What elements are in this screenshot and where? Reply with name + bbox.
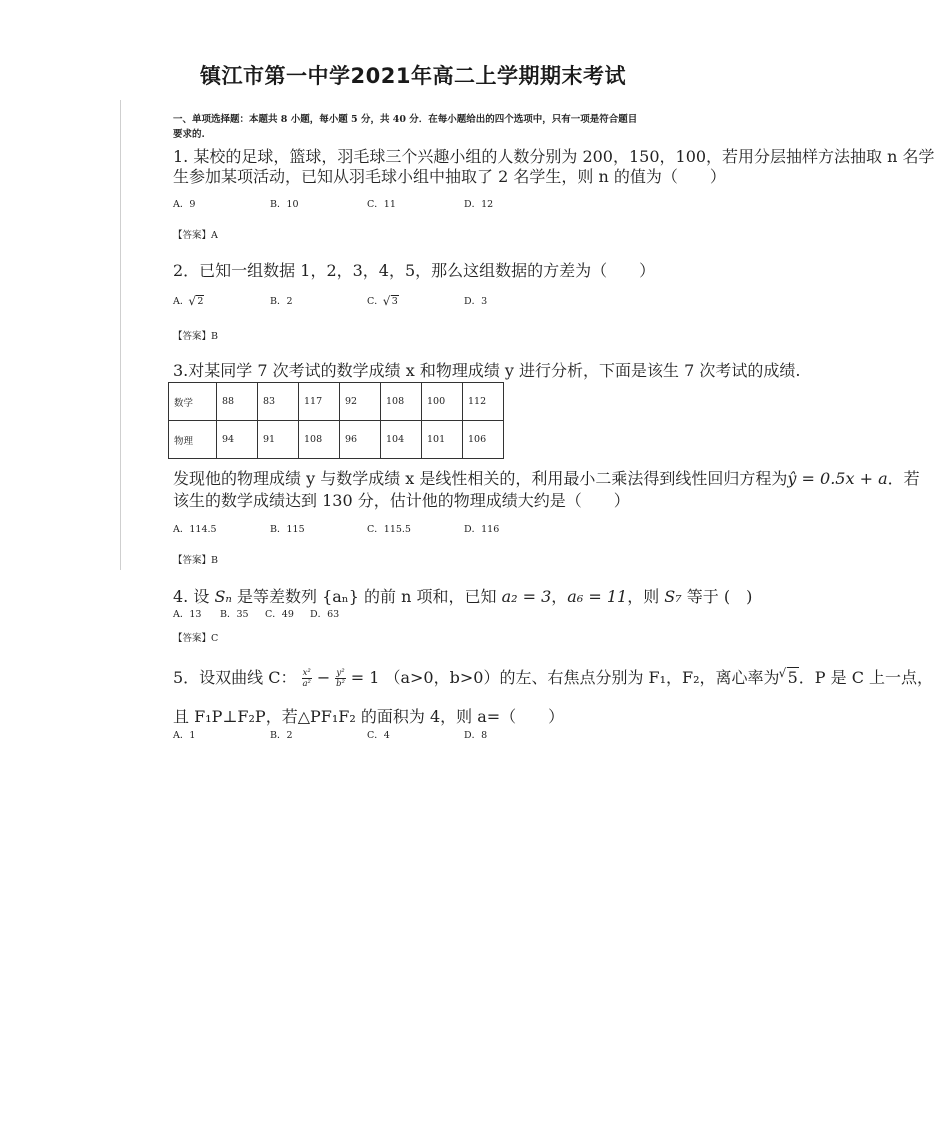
q3-option-b: B．115 [270,524,305,535]
table-cell: 物理 [169,421,217,459]
q3-answer: 【答案】B [173,555,218,566]
table-cell: 106 [463,421,504,459]
margin-line [120,100,121,570]
q1-answer: 【答案】A [173,230,218,241]
table-cell: 104 [381,421,422,459]
table-cell: 数学 [169,383,217,421]
q4-stem: 4. 设 Sₙ 是等差数列 {aₙ} 的前 n 项和，已知 a₂ = 3，a₆ = 11，则 S₇ 等于 ( ) [173,587,753,606]
table-cell: 94 [217,421,258,459]
q1-option-d: D．12 [464,199,494,210]
q1-stem-line1: 1. 某校的足球，篮球，羽毛球三个兴趣小组的人数分别为 200，150，100，若用分层抽样方法抽取 n 名学 [173,147,935,166]
q3-option-c: C．115.5 [367,524,411,535]
table-cell: 88 [217,383,258,421]
q3-line2: 该生的数学成绩达到 130 分，估计他的物理成绩大约是（ ） [173,491,630,510]
q4-option-b: B．35 [220,609,249,620]
q5-option-a: A．1 [173,730,196,741]
q3-option-d: D．116 [464,524,500,535]
q2-stem: 2．已知一组数据 1，2，3，4，5，那么这组数据的方差为（ ） [173,261,656,280]
table-cell: 96 [340,421,381,459]
sqrt-symbol: √ 5 [780,668,799,687]
q4-answer: 【答案】C [173,633,219,644]
q2-option-a: A．√ 2 [173,293,204,307]
table-cell: 112 [463,383,504,421]
q5-option-b: B．2 [270,730,293,741]
q2-option-d: D．3 [464,296,488,307]
sqrt-symbol: √ 2 [189,296,204,307]
section-heading: 一、单项选择题：本题共 8 小题，每小题 5 分，共 40 分．在每小题给出的四个选项中，只有一项是符合题目要求的. [173,114,638,140]
table-cell: 108 [381,383,422,421]
table-cell: 117 [299,383,340,421]
q4-option-c: C．49 [265,609,294,620]
table-cell: 92 [340,383,381,421]
q5-option-d: D．8 [464,730,488,741]
table-cell: 100 [422,383,463,421]
q3-stem: 3.对某同学 7 次考试的数学成绩 x 和物理成绩 y 进行分析，下面是该生 7 次考试的成绩. [173,361,801,380]
q3-line1: 发现他的物理成绩 y 与数学成绩 x 是线性相关的，利用最小二乘法得到线性回归方程为ŷ = 0.5x + a．若 [173,469,920,488]
q1-option-c: C．11 [367,199,396,210]
q1-option-a: A．9 [173,199,196,210]
table-row [169,383,504,421]
table-cell: 91 [258,421,299,459]
q3-option-a: A．114.5 [173,524,217,535]
q4-option-a: A．13 [173,609,202,620]
q1-stem-line2: 生参加某项活动，已知从羽毛球小组中抽取了 2 名学生，则 n 的值为（ ） [173,167,726,186]
q1-option-b: B．10 [270,199,299,210]
table-cell: 101 [422,421,463,459]
q5-option-c: C．4 [367,730,390,741]
scores-table [168,382,504,459]
fraction-x: $\frac{\text{x²}}{\text{a²}}$ [302,668,311,689]
q4-option-d: D．63 [310,609,340,620]
page-title: 镇江市第一中学2021年高二上学期期末考试 [200,64,626,88]
sqrt-symbol: √ 3 [384,296,399,307]
regression-equation: ŷ = 0.5x + a [787,469,888,488]
q5-stem: 5．设双曲线 C： $\frac{\text{x²}}{\text{a²}}$ − $\frac{\text{y²}}{\text{b²}}$ = 1 （a>0，b>0）的左、右焦点分别为 F₁，F₂，离心率为√ 5．P 是 C 上一点， [173,665,933,689]
q2-answer: 【答案】B [173,331,218,342]
q2-option-c: C．√ 3 [367,293,399,307]
table-cell: 83 [258,383,299,421]
table-cell: 108 [299,421,340,459]
fraction-y: $\frac{\text{y²}}{\text{b²}}$ [336,668,345,689]
q5-line2: 且 F₁P⊥F₂P，若△PF₁F₂ 的面积为 4，则 a=（ ） [173,707,565,726]
q2-option-b: B．2 [270,296,293,307]
table-row [169,421,504,459]
